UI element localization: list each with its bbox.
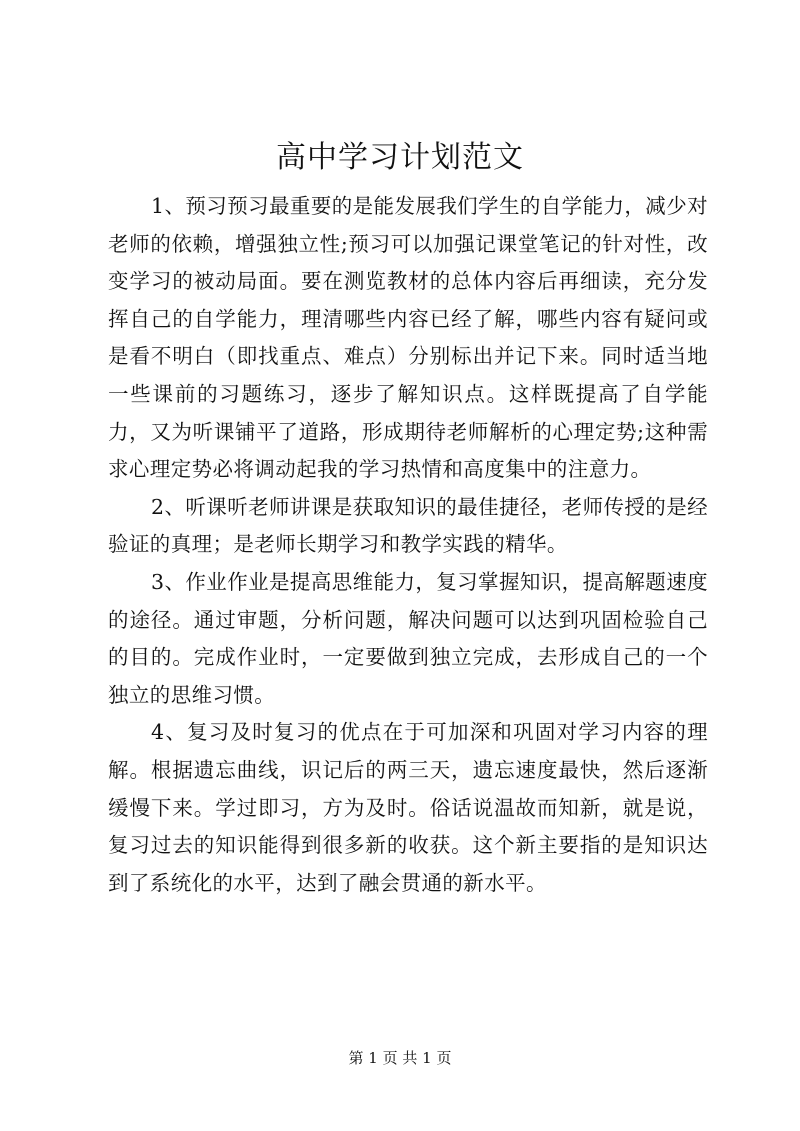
page-title: 高中学习计划范文 (276, 140, 524, 175)
paragraph-listening: 2、听课听老师讲课是获取知识的最佳捷径，老师传授的是经验证的真理；是老师长期学习和教学实践的精华。 (108, 494, 708, 557)
paragraph-homework: 3、作业作业是提高思维能力，复习掌握知识，提高解题速度的途径。通过审题，分析问题，解决问题可以达到巩固检验自己的目的。完成作业时，一定要做到独立完成，去形成自己的一个独立的思维习惯。 (108, 569, 708, 707)
paragraph-review: 4、复习及时复习的优点在于可加深和巩固对学习内容的理解。根据遗忘曲线，识记后的两三天，遗忘速度最快，然后逐渐缓慢下来。学过即习，方为及时。俗话说温故而知新，就是说，复习过去的知识能得到很多新的收获。这个新主要指的是知识达到了系统化的水平，达到了融会贯通的新水平。 (108, 720, 708, 895)
document-body (108, 188, 708, 902)
page-footer: 第 1 页 共 1 页 (348, 1049, 452, 1067)
paragraph-preview: 1、预习预习最重要的是能发展我们学生的自学能力，减少对老师的依赖，增强独立性;预习可以加强记课堂笔记的针对性，改变学习的被动局面。要在测览教材的总体内容后再细读，充分发挥自己的自学能力，理清哪些内容已经了解，哪些内容有疑问或是看不明白（即找重点、难点）分别标出并记下来。同时适当地一些课前的习题练习，逐步了解知识点。这样既提高了自学能力，又为听课铺平了道路，形成期待老师解析的心理定势;这种需求心理定势必将调动起我的学习热情和高度集中的注意力。 (108, 194, 708, 482)
